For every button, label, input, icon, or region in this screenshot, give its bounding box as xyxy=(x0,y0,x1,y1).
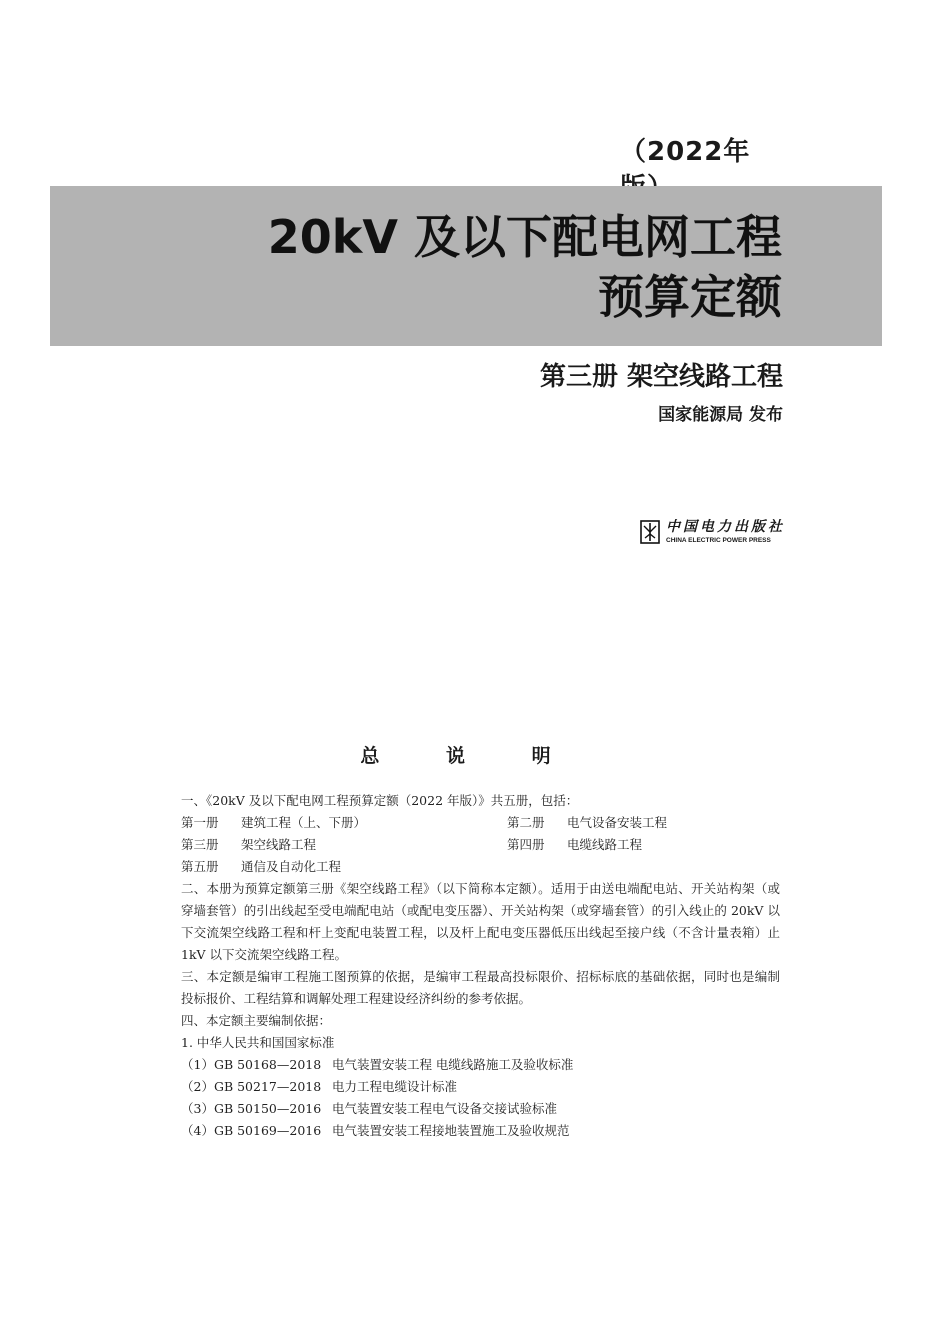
volume-title: 第三册 架空线路工程 xyxy=(539,362,783,392)
volume-name: 电气设备安装工程 xyxy=(567,815,668,830)
publisher-name-cn: 中国电力出版社 xyxy=(666,519,785,535)
publisher-emblem-icon xyxy=(640,520,660,544)
volume-row xyxy=(181,834,811,856)
volume-number: 第四册 xyxy=(507,837,545,852)
scope-text: 二、本册为预算定额第三册《架空线路工程》（以下简称本定额）。适用于由送电端配电站、开关站构架（或穿墙套管）的引出线起至受电端配电站（或配电变压器）、开关站构架（或穿墙套管）的引入线止的 20kV 以下交流架空线路工程和杆上变配电装置工程，以及杆上配电变压器低压出线起至接户线（不含计量表箱）止 1kV 以下交流架空线路工程。 xyxy=(181,881,780,962)
standard-item xyxy=(181,1076,811,1098)
standard-item xyxy=(181,1098,811,1120)
publisher-logo-block xyxy=(640,518,786,548)
volume-item xyxy=(507,834,807,856)
volume-row xyxy=(181,856,811,878)
volume-name: 建筑工程（上、下册） xyxy=(241,815,367,830)
volume-row xyxy=(181,812,811,834)
purpose-text: 三、本定额是编审工程施工图预算的依据，是编审工程最高投标限价、招标标底的基础依据，同时也是编制投标报价、工程结算和调解处理工程建设经济纠纷的参考依据。 xyxy=(181,969,780,1006)
edition-label: （2022年 xyxy=(620,137,751,167)
standard-code: GB 50150—2016 xyxy=(213,1101,322,1116)
national-standards-heading: 1. 中华人民共和国国家标准 xyxy=(181,1035,335,1050)
standard-name: 电气装置安装工程 电缆线路施工及验收标准 xyxy=(331,1057,574,1072)
volume-item xyxy=(181,812,507,834)
standard-name: 电气装置安装工程电气设备交接试验标准 xyxy=(331,1101,557,1116)
title-banner xyxy=(50,186,882,346)
standard-item xyxy=(181,1054,811,1076)
standard-item xyxy=(181,1120,811,1142)
basis-heading: 四、本定额主要编制依据： xyxy=(181,1013,332,1028)
standard-name: 电气装置安装工程接地装置施工及验收规范 xyxy=(331,1123,570,1138)
volume-number: 第一册 xyxy=(181,815,219,830)
volume-number: 第五册 xyxy=(181,859,219,874)
standard-name: 电力工程电缆设计标准 xyxy=(331,1079,457,1094)
scope-paragraph xyxy=(150,878,780,966)
volume-name: 架空线路工程 xyxy=(241,837,317,852)
standard-code: GB 50169—2016 xyxy=(213,1123,322,1138)
book-title-line1: 20kV 及以下配电网工程 xyxy=(267,210,782,264)
volume-name: 通信及自动化工程 xyxy=(241,859,342,874)
explanation-body xyxy=(181,790,811,1142)
book-title-line2: 预算定额 xyxy=(598,270,782,324)
standard-index: （2） xyxy=(181,1079,214,1094)
volume-number: 第三册 xyxy=(181,837,219,852)
standard-code: GB 50168—2018 xyxy=(213,1057,322,1072)
volume-item xyxy=(181,834,507,856)
volume-item xyxy=(181,856,507,878)
volume-number: 第二册 xyxy=(507,815,545,830)
standard-index: （3） xyxy=(181,1101,214,1116)
standard-index: （4） xyxy=(181,1123,214,1138)
publisher-name-en: CHINA ELECTRIC POWER PRESS xyxy=(666,537,771,544)
intro-paragraph: 一、《20kV 及以下配电网工程预算定额（2022 年版）》共五册，包括： xyxy=(181,793,579,808)
standard-code: GB 50217—2018 xyxy=(213,1079,322,1094)
volume-item xyxy=(507,812,807,834)
volume-name: 电缆线路工程 xyxy=(567,837,643,852)
standard-index: （1） xyxy=(181,1057,214,1072)
section-heading: 总 说 明 xyxy=(360,745,581,767)
issuer: 国家能源局 发布 xyxy=(658,405,783,425)
purpose-paragraph xyxy=(150,966,780,1010)
